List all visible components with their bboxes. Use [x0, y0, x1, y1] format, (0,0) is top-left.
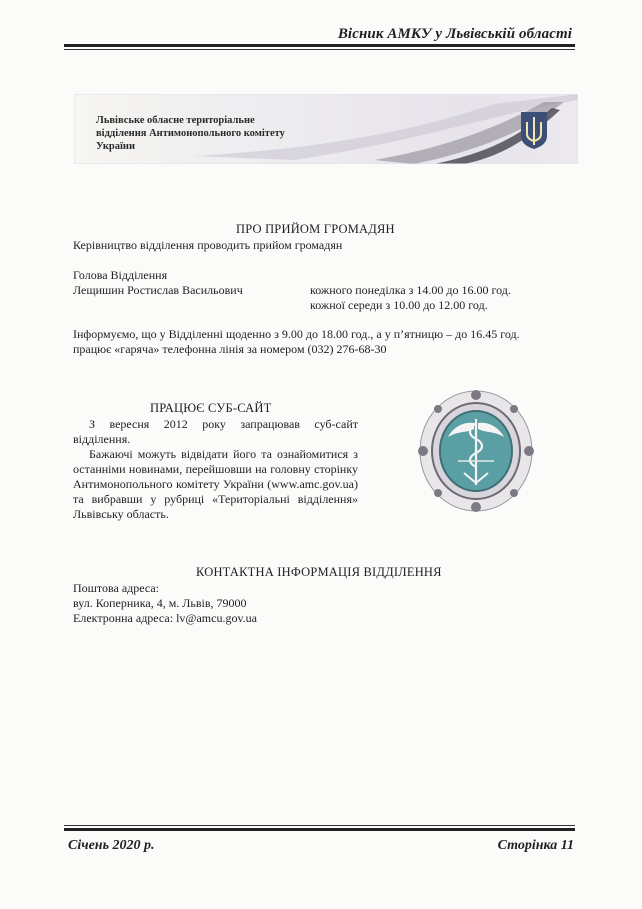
- page-number: Сторінка 11: [497, 838, 574, 853]
- reception-intro: Керівництво відділення проводить прийом громадян: [73, 238, 343, 252]
- banner-line: України: [96, 141, 136, 152]
- reception-heading: ПРО ПРИЙОМ ГРОМАДЯН: [236, 222, 395, 236]
- head-position: Голова Відділення: [73, 268, 168, 282]
- trident-icon: [518, 110, 550, 150]
- email-address: Електронна адреса: lv@amcu.gov.ua: [73, 611, 257, 625]
- footer-rule-thin: [64, 825, 575, 826]
- banner-line: Львівське обласне територіальне: [96, 115, 255, 126]
- amcu-emblem-icon: [418, 389, 534, 513]
- postal-label: Поштова адреса:: [73, 581, 160, 595]
- hotline-phone: працює «гаряча» телефонна лінія за номером (032) 276-68-30: [73, 342, 387, 356]
- footer-rule-thick: [64, 828, 575, 831]
- banner-line: відділення Антимонопольного комітету: [96, 128, 285, 139]
- subsite-paragraph-1: З вересня 2012 року запрацював суб-сайт відділення.: [73, 417, 358, 446]
- hotline-info: Інформуємо, що у Відділенні щоденно з 9.00 до 18.00 год., а у п’ятницю – до 16.45 год.: [73, 327, 520, 341]
- schedule-monday: кожного понеділка з 14.00 до 16.00 год.: [310, 283, 511, 297]
- postal-address: вул. Коперника, 4, м. Львів, 79000: [73, 596, 247, 610]
- issue-date: Січень 2020 р.: [68, 838, 155, 853]
- office-banner: [74, 94, 578, 164]
- banner-text: [96, 114, 285, 153]
- subsite-heading: ПРАЦЮЄ СУБ-САЙТ: [150, 401, 272, 415]
- schedule-wednesday: кожної середи з 10.00 до 12.00 год.: [310, 298, 488, 312]
- head-name: Лещишин Ростислав Васильович: [73, 283, 243, 297]
- contacts-heading: КОНТАКТНА ІНФОРМАЦІЯ ВІДДІЛЕННЯ: [196, 565, 442, 579]
- header-rule-thick: [64, 44, 575, 47]
- subsite-paragraph-2: Бажаючі можуть відвідати його та ознайомитися з останніми новинами, перейшовши на головну сторінку Антимонопольного комітету України (www.amc.gov.ua) та вибравши у рубриці «Територіальні відділення» Львівську область.: [73, 447, 358, 521]
- bulletin-title: Вісник АМКУ у Львівській області: [337, 26, 572, 42]
- header-rule-thin: [64, 49, 575, 50]
